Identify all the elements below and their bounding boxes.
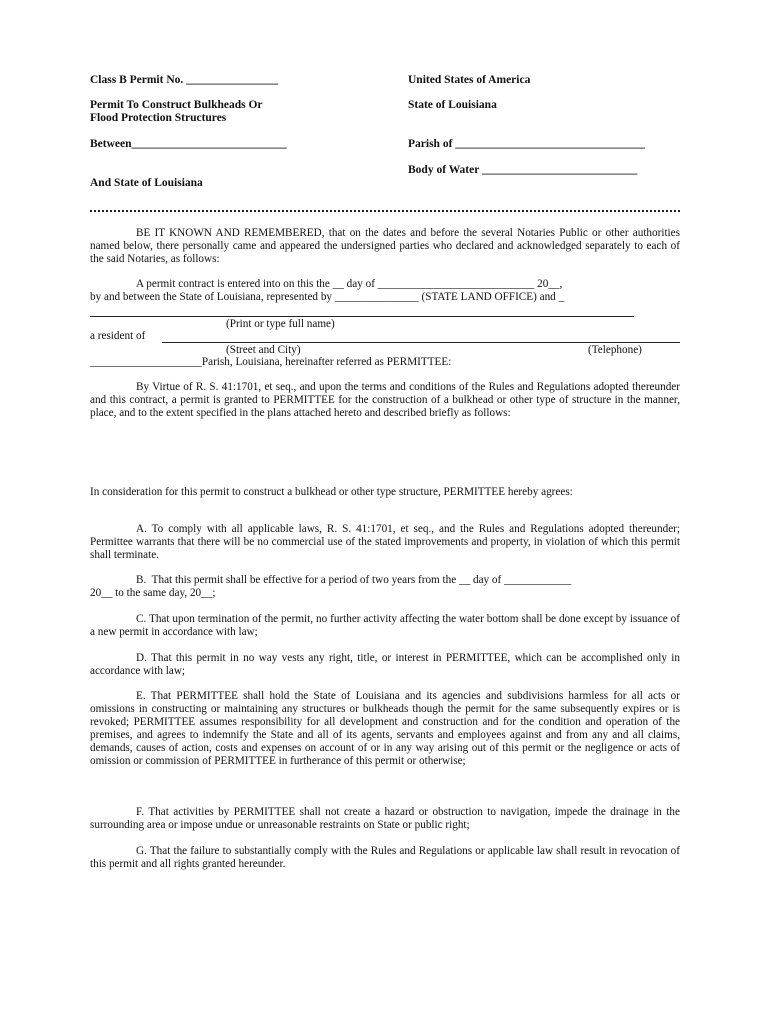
clause-d: D. That this permit in no way vests any right, title, or interest in PERMITTEE, which can be accomplished only in accordance with law;: [90, 652, 680, 677]
clause-e: E. That PERMITTEE shall hold the State of Louisiana and its agencies and subdivisions harmless for all acts or omissions in constructing or maintaining any structures or bulkheads though the permit for the same subsequently expires or is revoked; PERMITTEE assumes responsibility for all development and construction and for the condition and operation of the premises, and agrees to indemnify the State and all of its agents, servants and employees against and from any and all claims, demands, causes of action, costs and expenses on account of or in any way arising out of this permit or the negligence or acts of omission or commission of PERMITTEE in furtherance of this permit or otherwise;: [90, 690, 680, 767]
and-state-label: And State of Louisiana: [90, 177, 203, 189]
clause-b-line-2: 20__ to the same day, 20__;: [90, 587, 216, 599]
document-title-line-1: Permit To Construct Bulkheads Or: [90, 99, 263, 111]
permit-number-field: Class B Permit No. ________________: [90, 74, 279, 86]
document-title-line-2: Flood Protection Structures: [90, 112, 227, 124]
street-city-caption: (Street and City): [226, 344, 301, 356]
consideration-paragraph: In consideration for this permit to construct a bulkhead or other type structure, PERMITTEE hereby agrees:: [90, 486, 573, 498]
resident-address-line: [162, 342, 680, 343]
telephone-caption: (Telephone): [588, 344, 642, 356]
parish-field: Parish of _________________________________: [408, 138, 646, 150]
between-field: Between___________________________: [90, 138, 287, 150]
virtue-paragraph: By Virtue of R. S. 41:1701, et seq., and upon the terms and conditions of the Rules and Regulations adopted thereunder and this contract, a permit is granted to PERMITTEE for the construction of a bulkhead or other type of structure in the manner, place, and to the extent specified in the plans attached hereto and described briefly as follows:: [90, 381, 680, 419]
permittee-name-line: [90, 316, 634, 317]
parish-permittee-line: ____________________Parish, Louisiana, hereinafter referred as PERMITTEE:: [90, 356, 452, 368]
country-heading: United States of America: [408, 74, 531, 86]
body-of-water-field: Body of Water ___________________________: [408, 164, 638, 176]
known-paragraph: BE IT KNOWN AND REMEMBERED, that on the dates and before the several Notaries Public or other authorities named below, there personally came and appeared the undersigned parties who declared and acknowledged separately to each of the said Notaries, as follows:: [90, 227, 680, 265]
clause-f: F. That activities by PERMITTEE shall not create a hazard or obstruction to navigation, impede the drainage in the surrounding area or impose undue or unreasonable restraints on State or public right;: [90, 806, 680, 831]
clause-a: A. To comply with all applicable laws, R. S. 41:1701, et seq., and the Rules and Regulations adopted thereunder; Permittee warrants that there will be no commercial use of the stated improvements and property, in violation of which this permit shall terminate.: [90, 523, 680, 561]
clause-g: G. That the failure to substantially comply with the Rules and Regulations or applicable law shall result in revocation of this permit and all rights granted hereunder.: [90, 845, 680, 870]
contract-parties-line: by and between the State of Louisiana, represented by _______________ (STATE LAND OFFICE) and _: [90, 291, 565, 303]
contract-date-line: A permit contract is entered into on this the __ day of ____________________________ 20__,: [136, 278, 563, 290]
print-name-caption: (Print or type full name): [226, 318, 335, 330]
state-heading: State of Louisiana: [408, 99, 497, 111]
clause-c: C. That upon termination of the permit, no further activity affecting the water bottom shall be done except by issuance of a new permit in accordance with law;: [90, 613, 680, 638]
dotted-separator: [90, 210, 680, 212]
resident-of-label: a resident of: [90, 330, 146, 342]
clause-b-line-1: B. That this permit shall be effective for a period of two years from the __ day of ____________: [136, 574, 572, 586]
